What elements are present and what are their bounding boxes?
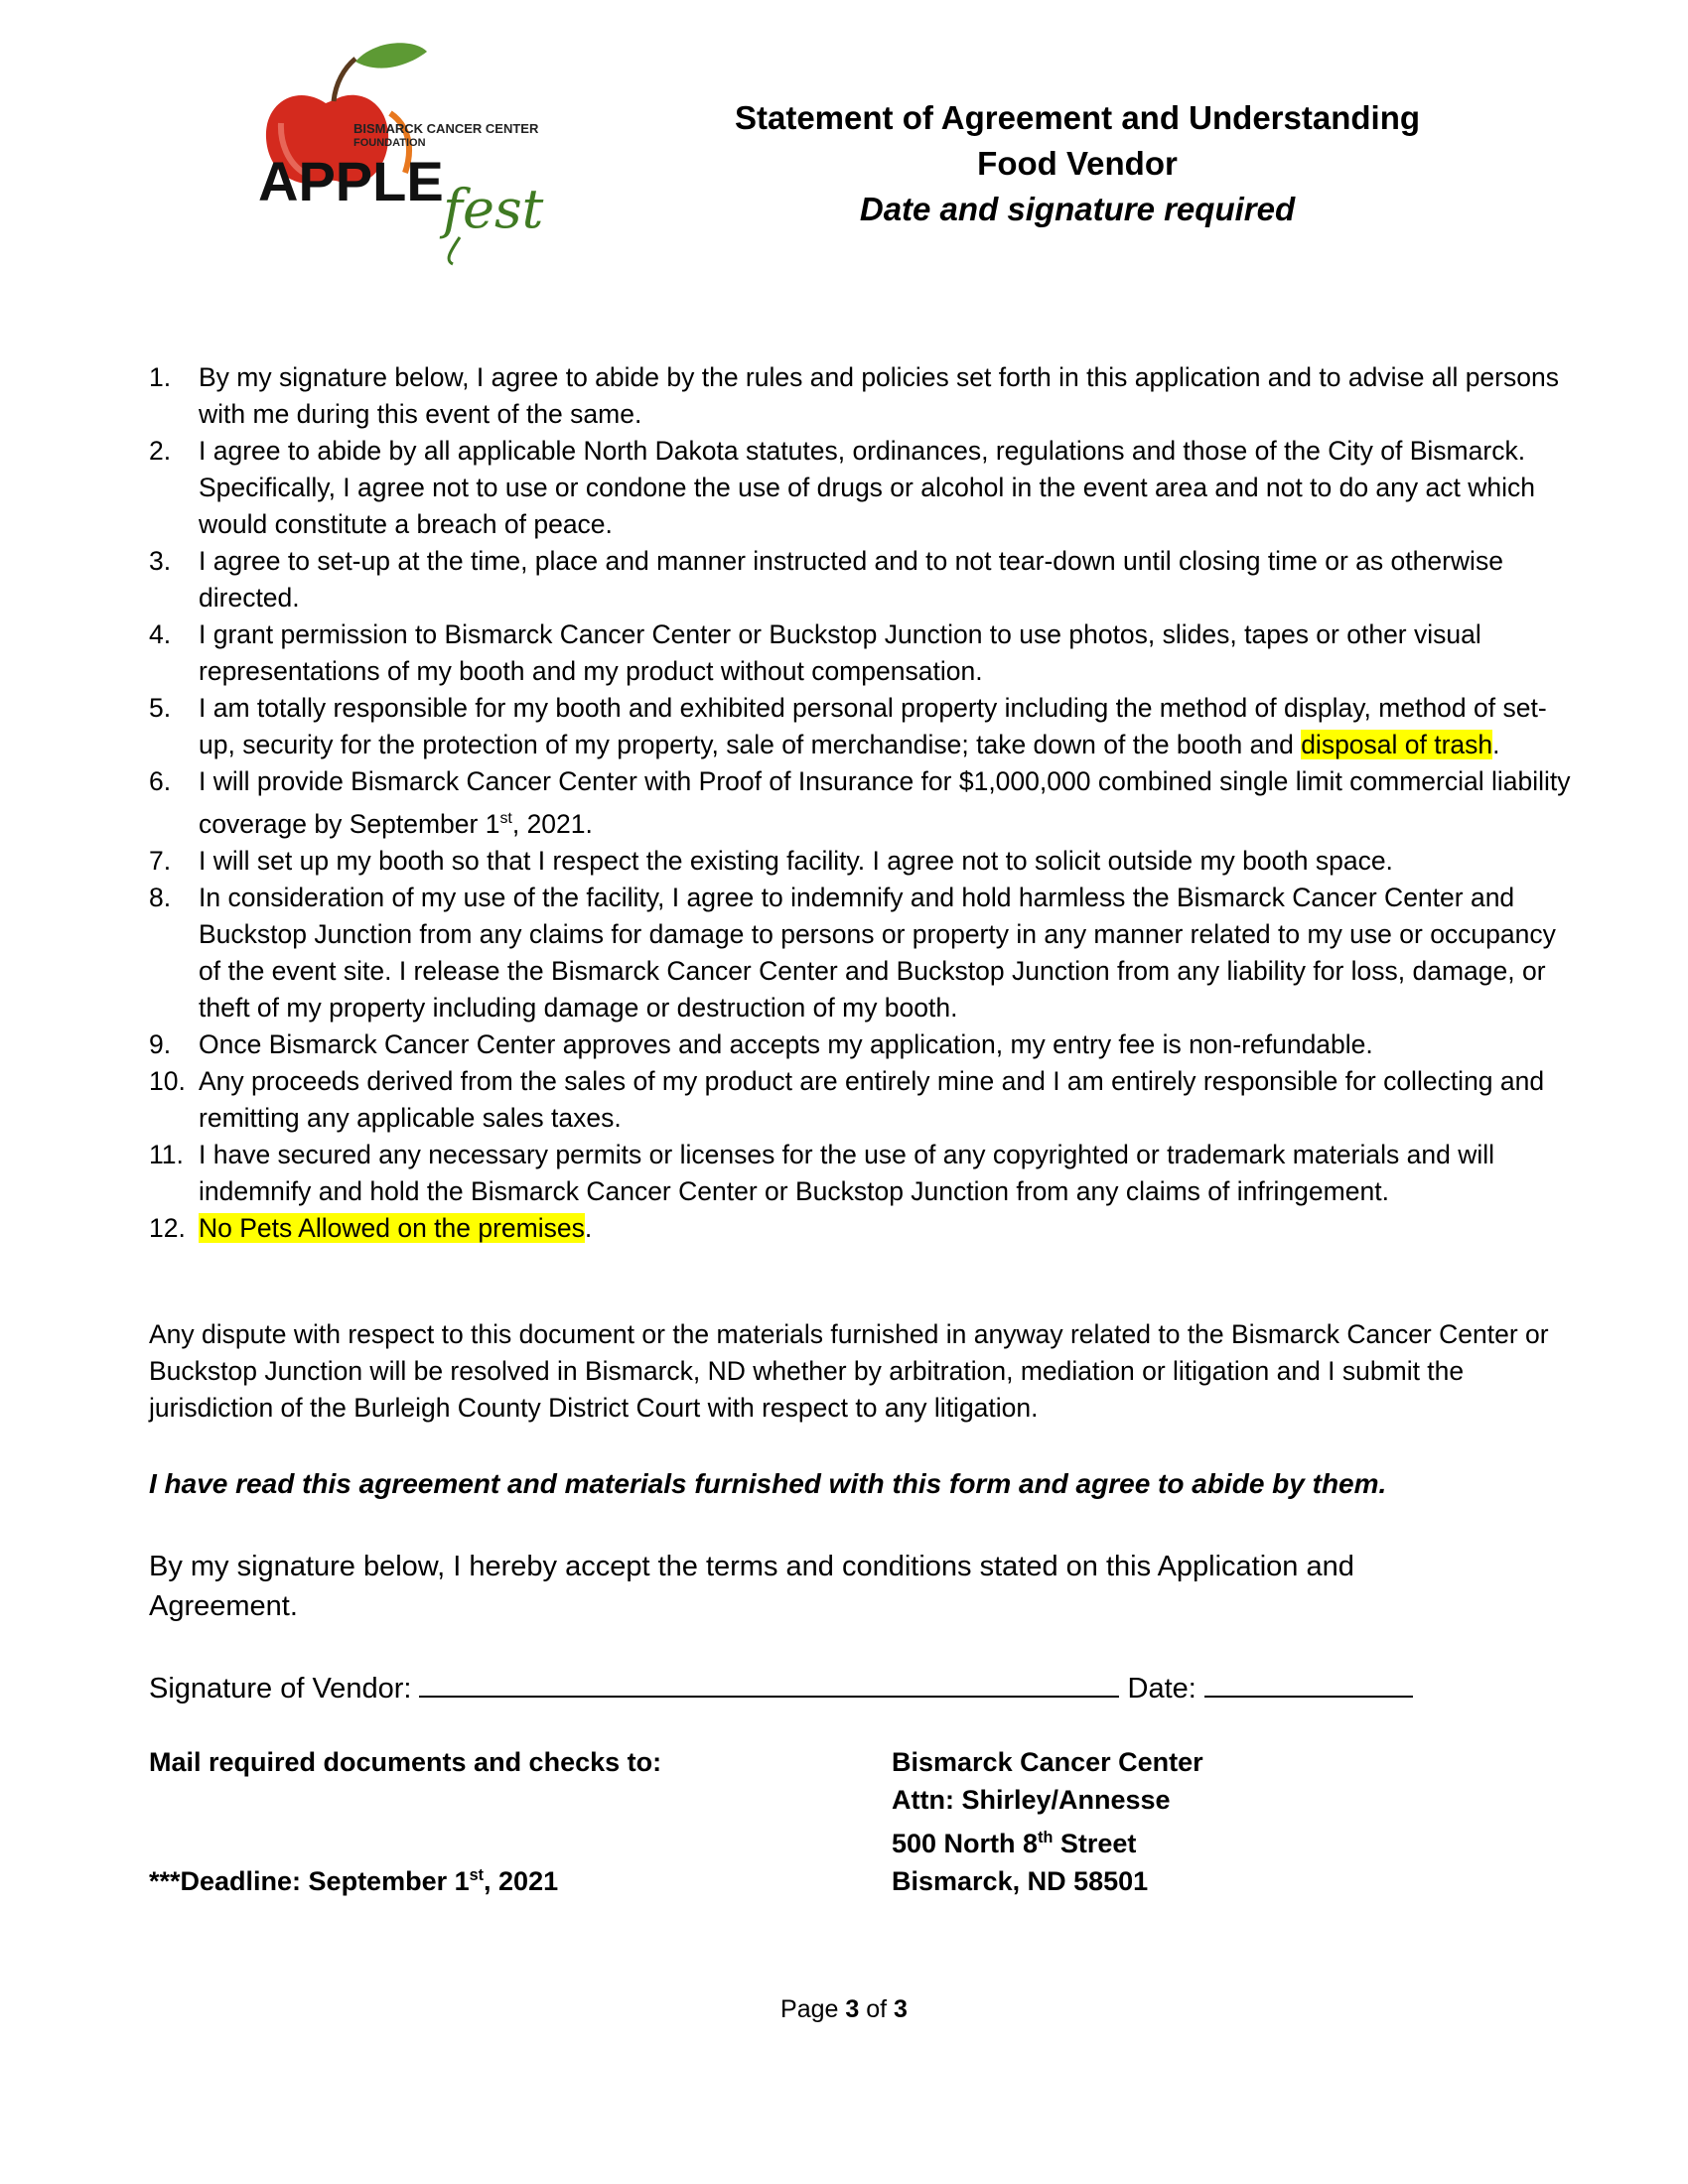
rules-list: [149, 359, 1579, 1247]
org-line2: FOUNDATION: [353, 137, 426, 149]
rule-item: [149, 433, 1579, 543]
ordinal-suffix: st: [499, 810, 512, 827]
rule-item: [149, 880, 1579, 1026]
vendor-signature-field[interactable]: [419, 1668, 1119, 1698]
rule-number: 9.: [149, 1028, 172, 1059]
rule-text-end: .: [584, 1212, 593, 1243]
rule-text-end: , 2021.: [511, 808, 593, 839]
brand-main: APPLE: [258, 150, 444, 212]
rule-text: In consideration of my use of the facility, I agree to indemnify and hold harmless the Bismarck Cancer Center and Buckstop Junction from any claims for damage to persons or property in any manner related to my use or occupancy of the event site. I release the Bismarck Cancer Center and Buckstop Junction from any liability for loss, damage, or theft of my property including damage or destruction of my booth.: [199, 882, 1556, 1023]
page-word: Page: [780, 1995, 839, 2023]
address-street: [892, 1819, 1203, 1862]
street-number: 500 North 8: [892, 1829, 1039, 1858]
rule-number: 8.: [149, 882, 172, 912]
total-pages: 3: [894, 1995, 908, 2023]
rule-text: I grant permission to Bismarck Cancer Center or Buckstop Junction to use photos, slides, tapes or other visual representations of my booth and my product without compensation.: [199, 619, 1481, 686]
document-title: Statement of Agreement and Understanding: [734, 99, 1421, 136]
rule-item: [149, 690, 1579, 763]
rule-item: [149, 1063, 1579, 1137]
rule-text: I am totally responsible for my booth and exhibited personal property including the method of display, method of set-up, security for the protection of my property, sale of merchandise; take down of the booth and: [199, 693, 1547, 759]
ordinal-suffix: st: [469, 1866, 485, 1884]
brand-script: fest: [443, 178, 544, 240]
rule-number: 7.: [149, 845, 172, 876]
mailing-address: [892, 1743, 1203, 1900]
rule-text: By my signature below, I agree to abide by the rules and policies set forth in this application and to advise all persons with me during this event of the same.: [199, 362, 1559, 429]
signature-line: [149, 1668, 1413, 1706]
deadline-year: , 2021: [484, 1866, 559, 1896]
page-footer: [0, 1995, 1688, 2024]
rule-item: [149, 1026, 1579, 1063]
mail-instructions: Mail required documents and checks to:: [149, 1747, 662, 1777]
leaf-icon: [355, 43, 427, 68]
ordinal-suffix: th: [1038, 1829, 1054, 1846]
rule-item: [149, 843, 1579, 880]
rule-text: I agree to abide by all applicable North Dakota statutes, ordinances, regulations and those of the City of Bismarck. Specifically, I agree not to use or condone the use of drugs or alcohol in the event area and not to do any act which would constitute a breach of peace.: [199, 436, 1535, 539]
rule-text-end: .: [1492, 730, 1500, 759]
address-name: Bismarck Cancer Center: [892, 1747, 1203, 1777]
dispute-paragraph: Any dispute with respect to this document or the materials furnished in anyway related to the Bismarck Cancer Center or Buckstop Junction will be resolved in Bismarck, ND whether by arbitration, mediation or litigation and I submit the jurisdiction of the Burleigh County District Court with respect to any litigation.: [149, 1319, 1549, 1423]
rule-item: [149, 616, 1579, 690]
rule-number: 11.: [149, 1139, 184, 1169]
rule-text: Once Bismarck Cancer Center approves and accepts my application, my entry fee is non-refundable.: [199, 1028, 1373, 1059]
rule-item: [149, 1137, 1579, 1210]
date-label: Date:: [1127, 1673, 1196, 1705]
date-field[interactable]: [1204, 1668, 1413, 1698]
current-page: 3: [845, 1995, 860, 2023]
of-word: of: [866, 1995, 888, 2023]
vendor-signature-label: Signature of Vendor:: [149, 1673, 412, 1705]
rule-item: [149, 1210, 1579, 1247]
address-city: Bismarck, ND 58501: [892, 1866, 1149, 1896]
highlighted-text: disposal of trash: [1301, 730, 1493, 759]
rule-text: I have secured any necessary permits or licenses for the use of any copyrighted or trademark materials and will indemnify and hold the Bismarck Cancer Center or Buckstop Junction from any claims of infringement.: [199, 1139, 1494, 1206]
rule-number: 3.: [149, 546, 172, 576]
address-attn: Attn: Shirley/Annesse: [892, 1785, 1171, 1815]
deadline-text: ***Deadline: September 1: [149, 1866, 470, 1896]
document-subtitle: Food Vendor: [977, 145, 1178, 182]
highlighted-text: No Pets Allowed on the premises: [199, 1212, 585, 1243]
read-agreement-statement: I have read this agreement and materials furnished with this form and agree to abide by them.: [149, 1468, 1387, 1499]
rule-item: [149, 763, 1579, 843]
rule-number: 4.: [149, 619, 172, 649]
deadline: [149, 1856, 558, 1900]
rule-number: 2.: [149, 436, 172, 466]
street-word: Street: [1053, 1829, 1137, 1858]
rule-text: I will provide Bismarck Cancer Center with Proof of Insurance for $1,000,000 combined single limit commercial liability coverage by September 1: [199, 766, 1571, 839]
document-header: [695, 95, 1460, 232]
rule-number: 12.: [149, 1212, 186, 1243]
rule-number: 5.: [149, 693, 172, 723]
rule-text: I agree to set-up at the time, place and manner instructed and to not tear-down until closing time or as otherwise directed.: [199, 546, 1503, 613]
rule-number: 10.: [149, 1065, 186, 1096]
rule-item: [149, 543, 1579, 616]
rule-text: I will set up my booth so that I respect the existing facility. I agree not to solicit outside my booth space.: [199, 845, 1393, 876]
rule-number: 1.: [149, 362, 172, 392]
org-line1: BISMARCK CANCER CENTER: [353, 121, 539, 136]
signature-note: Date and signature required: [859, 191, 1296, 227]
applefest-logo: [256, 34, 564, 267]
rule-text: Any proceeds derived from the sales of my product are entirely mine and I am entirely responsible for collecting and remitting any applicable sales taxes.: [199, 1065, 1545, 1133]
rule-item: [149, 359, 1579, 433]
rule-number: 6.: [149, 766, 172, 796]
acceptance-paragraph: By my signature below, I hereby accept the terms and conditions stated on this Application and Agreement.: [149, 1551, 1354, 1622]
